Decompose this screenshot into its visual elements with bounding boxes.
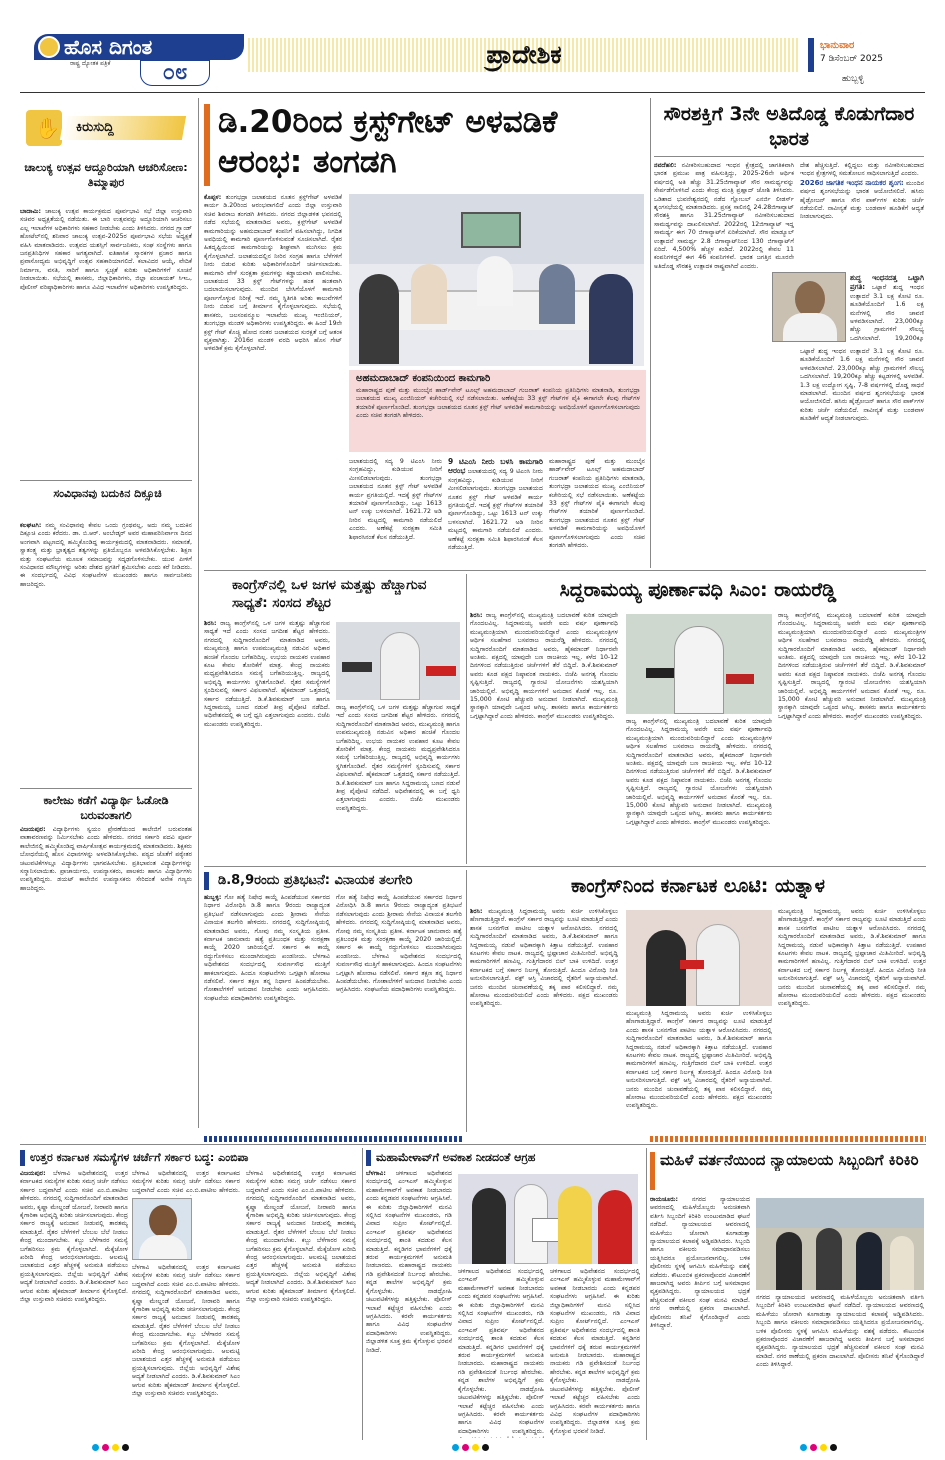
shettar-headline: ಕಾಂಗ್ರೆಸ್‌ನಲ್ಲಿ ಒಳ ಜಗಳ ಮತ್ತಷ್ಟು ಹೆಚ್ಚಾಗುವ ಸಾಧ್ಯತೆ: ಸಂಸದ ಶೆಟ್ಟರ	[232, 577, 427, 611]
logo-name: ಹೊಸ ದಿಗಂತ	[64, 35, 153, 59]
photo-sky	[756, 1198, 924, 1228]
yatnal-text: ಮುಖ್ಯಮಂತ್ರಿ ಸಿದ್ದರಾಮಯ್ಯ ಅವರು ಕುರ್ಚಿ ಉಳಿಸಿಕೊಳ್ಳಲು ಹೆಣಗಾಡುತ್ತಿದ್ದಾರೆ. ಕಾಂಗ್ರೆಸ್ ಸರ್ಕಾರ ರಾಜ್ಯವನ್ನು ಲೂಟಿ ಮಾಡುತ್ತಿದೆ ಎಂದು ಶಾಸಕ ಬಸನಗೌಡ ಪಾಟೀಲ ಯತ್ನಾಳ ಆರೋಪಿಸಿದರು. ನಗರದಲ್ಲಿ ಸುದ್ದಿಗಾರರೊಂದಿಗೆ ಮಾತನಾಡಿದ ಅವರು, ಡಿ.ಕೆ.ಶಿವಕುಮಾರ್ ಹಾಗೂ ಸಿದ್ದರಾಮಯ್ಯ ನಡುವೆ ಅಧಿಕಾರಕ್ಕಾಗಿ ಕಿತ್ತಾಟ ನಡೆಯುತ್ತಿದೆ. ಉಪಹಾರ ಕೂಟಗಳು ಕೇವಲ ನಾಟಕ. ರಾಜ್ಯದಲ್ಲಿ ಭ್ರಷ್ಟಾಚಾರ ಮಿತಿಮೀರಿದೆ. ಅಭಿವೃದ್ಧಿ ಕಾಮಗಾರಿಗಳಿಗೆ ಹಣವಿಲ್ಲ. ಗುತ್ತಿಗೆದಾರರ ಬಿಲ್ ಬಾಕಿ ಉಳಿದಿದೆ. ಉತ್ತರ ಕರ್ನಾಟಕದ ಬಗ್ಗೆ ಸರ್ಕಾರ ನಿರ್ಲಕ್ಷ್ಯ ತೋರುತ್ತಿದೆ. ಹಿಂದೂ ವಿರೋಧಿ ನೀತಿ ಅನುಸರಿಸಲಾಗುತ್ತಿದೆ. ವಕ್ಫ್ ಆಸ್ತಿ ವಿಚಾರದಲ್ಲಿ ರೈತರಿಗೆ ಅನ್ಯಾಯವಾಗಿದೆ. ಜನರು ಮುಂದಿನ ಚುನಾವಣೆಯಲ್ಲಿ ತಕ್ಕ ಪಾಠ ಕಲಿಸಲಿದ್ದಾರೆ. ನಮ್ಮ ಹೋರಾಟ ಮುಂದುವರಿಯಲಿದೆ ಎಂದು ಹೇಳಿದರು. ಪಕ್ಷದ ಮುಖಂಡರು ಉಪಸ್ಥಿತರಿದ್ದರು.	[778, 908, 926, 1008]
sidebar-item-headline: ಚಾಲುಕ್ಯ ಉತ್ಸವ ಆದ್ದೂರಿಯಾಗಿ ಆಚರಿಸೋಣ: ತಿಮ್ಮಾಪುರ	[24, 161, 188, 189]
mbpatil-text: ಬೆಳಗಾವಿ ಅಧಿವೇಶನದಲ್ಲಿ ಉತ್ತರ ಕರ್ನಾಟಕದ ಸಮಸ್ಯೆಗಳ ಕುರಿತು ಸಮಗ್ರ ಚರ್ಚೆ ನಡೆಸಲು ಸರ್ಕಾರ ಬದ್ಧವಾಗಿದೆ ಎಂದು ಸಚಿವ ಎಂ.ಬಿ.ಪಾಟೀಲ ಹೇಳಿದರು. ನಗರದಲ್ಲಿ ಸುದ್ದಿಗಾರರೊಂದಿಗೆ ಮಾತನಾಡಿದ ಅವರು, ಕೃಷ್ಣಾ ಮೇಲ್ದಂಡೆ ಯೋಜನೆ, ನೀರಾವರಿ ಹಾಗೂ ಕೈಗಾರಿಕಾ ಅಭಿವೃದ್ಧಿ ಕುರಿತು ಚರ್ಚಿಸಲಾಗುವುದು. ಕೇಂದ್ರ ಸರ್ಕಾರ ರಾಜ್ಯಕ್ಕೆ ಅನುದಾನ ನೀಡುವಲ್ಲಿ ತಾರತಮ್ಯ ಮಾಡುತ್ತಿದೆ. ರೈತರ ಬೆಳೆಗಳಿಗೆ ಬೆಂಬಲ ಬೆಲೆ ನೀಡಲು ಕೇಂದ್ರ ಮುಂದಾಗಬೇಕು. ಕಬ್ಬು ಬೆಳೆಗಾರರ ಸಮಸ್ಯೆ ಬಗೆಹರಿಸಲು ಕ್ರಮ ಕೈಗೊಳ್ಳಲಾಗಿದೆ. ಮೆಕ್ಕೆಜೋಳ ಖರೀದಿ ಕೇಂದ್ರ ಆರಂಭಿಸಲಾಗುವುದು. ಆಲಮಟ್ಟಿ ಜಲಾಶಯದ ಎತ್ತರ ಹೆಚ್ಚಳಕ್ಕೆ ಅನುಮತಿ ಪಡೆಯಲು ಪ್ರಯತ್ನಿಸಲಾಗುವುದು. ಜಿಲ್ಲೆಯ ಅಭಿವೃದ್ಧಿಗೆ ವಿಶೇಷ ಆದ್ಯತೆ ನೀಡಲಾಗಿದೆ ಎಂದರು. ಡಿ.ಕೆ.ಶಿವಕುಮಾರ್ ಸಿಎಂ ಆಗುವ ಕುರಿತು ಹೈಕಮಾಂಡ್ ತೀರ್ಮಾನ ಕೈಗೊಳ್ಳಲಿದೆ. ಜಿಲ್ಲಾ ಉಸ್ತುವಾರಿ ಸಚಿವರು ಉಪಸ್ಥಿತರಿದ್ದರು.	[132, 1264, 240, 1398]
portrait-head	[149, 1205, 177, 1237]
photo-person	[477, 256, 513, 306]
solar-subhead: 2026ರ ಜಾಗತಿಕ ಇಂಧನ ನಾಯಕರ ಶೃಂಗ:	[800, 178, 904, 187]
dateline: ಶಿರಸಿ:	[470, 612, 483, 619]
solar-text: ನವೀಕರಿಸಬಹುದಾದ ಇಂಧನ ಕ್ಷೇತ್ರದಲ್ಲಿ ಜಾಗತಿಕವಾಗಿ ಭಾರತ ಪ್ರಮುಖ ಪಾತ್ರ ವಹಿಸುತ್ತಿದ್ದು, 2025-26ನೇ ಆರ್ಥಿಕ ವರ್ಷದಲ್ಲಿ ಅತಿ ಹೆಚ್ಚು 31.25ಜಿಗಾವ್ಯಾಟ್ ಸೌರ ಸಾಮರ್ಥ್ಯವನ್ನು ಸೇರ್ಪಡೆಗೊಳಿಸಿದೆ ಎಂದು ಕೇಂದ್ರ ಮಂತ್ರಿ ಪ್ರಹ್ಲಾದ್ ಜೋಶಿ ತಿಳಿಸಿದರು. ಒಡಿಶಾದ ಭುವನೇಶ್ವರದಲ್ಲಿ ನಡೆದ ಗ್ಲೋಬಲ್ ಎನರ್ಜಿ ಲೀಡರ್ಸ್ ಶೃಂಗಸಭೆಯಲ್ಲಿ ಮಾತನಾಡಿದರು. ಪ್ರಸಕ್ತ ಸಾಲಿನಲ್ಲಿ 24.28ಜಿಗಾವ್ಯಾಟ್ ಸೌರಶಕ್ತಿ ಹಾಗೂ 31.25ಜಿಗಾವ್ಯಾಟ್ ನವೀಕರಿಸಬಹುದಾದ ಸಾಮರ್ಥ್ಯವನ್ನು ದಾಖಲಿಸಲಾಗಿದೆ. 2022ರಲ್ಲಿ 12ಜಿಗಾವ್ಯಾಟ್ ಇದ್ದ ಸಾಮರ್ಥ್ಯ ಈಗ 70 ಜಿಗಾವ್ಯಾಟ್‌ಗೆ ಏರಿಕೆಯಾಗಿದೆ. ಸೌರ ಮಾಡ್ಯೂಲ್ ಉತ್ಪಾದನೆ ಸಾಮರ್ಥ್ಯ 2.8 ಜಿಗಾವ್ಯಾಟ್‌ನಿಂದ 130 ಜಿಗಾವ್ಯಾಟ್‌ಗೆ ಏರಿದೆ. 4,500% ಹೆಚ್ಚಳ ಕಂಡಿದೆ. 2022ರಲ್ಲಿ ಕೇವಲ 11 ಕಂಪನಿಗಳಿದ್ದರೆ ಈಗ 46 ಕಂಪನಿಗಳಿವೆ. ಭಾರತ ಜಗತ್ತಿನ ಮೂರನೇ ಅತಿದೊಡ್ಡ ಸೌರಶಕ್ತಿ ಉತ್ಪಾದಕ ರಾಷ್ಟ್ರವಾಗಿದೆ ಎಂದರು.	[654, 162, 794, 270]
mbpatil-text: ಬೆಳಗಾವಿ ಅಧಿವೇಶನದಲ್ಲಿ ಉತ್ತರ ಕರ್ನಾಟಕದ ಸಮಸ್ಯೆಗಳ ಕುರಿತು ಸಮಗ್ರ ಚರ್ಚೆ ನಡೆಸಲು ಸರ್ಕಾರ ಬದ್ಧವಾಗಿದೆ ಎಂದು ಸಚಿವ ಎಂ.ಬಿ.ಪಾಟೀಲ ಹೇಳಿದರು. ನಗರದಲ್ಲಿ ಸುದ್ದಿಗಾರರೊಂದಿಗೆ ಮಾತನಾಡಿದ ಅವರು, ಕೃಷ್ಣಾ ಮೇಲ್ದಂಡೆ ಯೋಜನೆ, ನೀರಾವರಿ ಹಾಗೂ ಕೈಗಾರಿಕಾ ಅಭಿವೃದ್ಧಿ ಕುರಿತು ಚರ್ಚಿಸಲಾಗುವುದು. ಕೇಂದ್ರ ಸರ್ಕಾರ ರಾಜ್ಯಕ್ಕೆ ಅನುದಾನ ನೀಡುವಲ್ಲಿ ತಾರತಮ್ಯ ಮಾಡುತ್ತಿದೆ. ರೈತರ ಬೆಳೆಗಳಿಗೆ ಬೆಂಬಲ ಬೆಲೆ ನೀಡಲು ಕೇಂದ್ರ ಮುಂದಾಗಬೇಕು. ಕಬ್ಬು ಬೆಳೆಗಾರರ ಸಮಸ್ಯೆ ಬಗೆಹರಿಸಲು ಕ್ರಮ ಕೈಗೊಳ್ಳಲಾಗಿದೆ. ಮೆಕ್ಕೆಜೋಳ ಖರೀದಿ ಕೇಂದ್ರ ಆರಂಭಿಸಲಾಗುವುದು. ಆಲಮಟ್ಟಿ ಜಲಾಶಯದ ಎತ್ತರ ಹೆಚ್ಚಳಕ್ಕೆ ಅನುಮತಿ ಪಡೆಯಲು ಪ್ರಯತ್ನಿಸಲಾಗುವುದು. ಜಿಲ್ಲೆಯ ಅಭಿವೃದ್ಧಿಗೆ ವಿಶೇಷ ಆದ್ಯತೆ ನೀಡಲಾಗಿದೆ ಎಂದರು. ಡಿ.ಕೆ.ಶಿವಕುಮಾರ್ ಸಿಎಂ ಆಗುವ ಕುರಿತು ಹೈಕಮಾಂಡ್ ತೀರ್ಮಾನ ಕೈಗೊಳ್ಳಲಿದೆ. ಜಿಲ್ಲಾ ಉಸ್ತುವಾರಿ ಸಚಿವರು ಉಪಸ್ಥಿತರಿದ್ದರು.	[246, 1170, 356, 1304]
mahamelava-headline: ಮಹಾಮೇಳಾವ್‌ಗೆ ಅವಕಾಶ ನೀಡದಂತೆ ಆಗ್ರಹ	[376, 1151, 536, 1164]
sidebar-item-text: ವಿದ್ಯಾರ್ಥಿಗಳು ಸ್ವಯಂ ಪ್ರೇರಣೆಯಿಂದ ಕಾಲೇಜಿಗೆ ಬರುವಂತಹ ವಾತಾವರಣವನ್ನು ನಿರ್ಮಿಸಬೇಕು ಎಂದು ಹೇಳಿದರು. ನಗರದ ಸರ್ಕಾರಿ ಪದವಿ ಪೂರ್ವ ಕಾಲೇಜಿನಲ್ಲಿ ಹಮ್ಮಿಕೊಂಡಿದ್ದ ವಾರ್ಷಿಕೋತ್ಸವ ಕಾರ್ಯಕ್ರಮದಲ್ಲಿ ಮಾತನಾಡಿದರು. ಶಿಕ್ಷಕರು ಬೋಧನೆಯಲ್ಲಿ ಹೊಸ ವಿಧಾನಗಳನ್ನು ಅಳವಡಿಸಿಕೊಳ್ಳಬೇಕು. ಪಠ್ಯದ ಜೊತೆಗೆ ಪಠ್ಯೇತರ ಚಟುವಟಿಕೆಗಳಲ್ಲೂ ವಿದ್ಯಾರ್ಥಿಗಳು ಭಾಗವಹಿಸಬೇಕು. ಪ್ರತಿಭಾವಂತ ವಿದ್ಯಾರ್ಥಿಗಳನ್ನು ಸನ್ಮಾನಿಸಲಾಯಿತು. ಪ್ರಾಚಾರ್ಯರು, ಉಪನ್ಯಾಸಕರು, ಪಾಲಕರು ಹಾಗೂ ವಿದ್ಯಾರ್ಥಿಗಳು ಉಪಸ್ಥಿತರಿದ್ದರು. ಡಯಟ್ ಕಾಲೇಜಿನ ಉಪನ್ಯಾಸಕರು ಸೇರಿದಂತೆ ಅನೇಕ ಗಣ್ಯರು ಹಾಜರಿದ್ದರು.	[20, 826, 192, 892]
lead-body-col	[549, 458, 645, 564]
lead-text: ತುಂಗಭದ್ರಾ ಜಲಾಶಯದ ನೂತನ ಕ್ರಸ್ಟ್‌ಗೇಟ್ ಅಳವಡಿಕೆ ಕಾರ್ಯ ಡಿ.20ರಿಂದ ಆರಂಭವಾಗಲಿದೆ ಎಂದು ಜಿಲ್ಲಾ ಉಸ್ತುವಾರಿ ಸಚಿವ ಶಿವರಾಜ ತಂಗಡಗಿ ತಿಳಿಸಿದರು. ನಗರದ ಜಿಲ್ಲಾಡಳಿತ ಭವನದಲ್ಲಿ ನಡೆದ ಸಭೆಯಲ್ಲಿ ಮಾತನಾಡಿದ ಅವರು, ಕ್ರಸ್ಟ್‌ಗೇಟ್ ಅಳವಡಿಕೆ ಕಾಮಗಾರಿಯನ್ನು ಅಹಮದಾಬಾದ್ ಕಂಪನಿಗೆ ವಹಿಸಲಾಗಿದ್ದು, ನಿಗದಿತ ಅವಧಿಯಲ್ಲಿ ಕಾಮಗಾರಿ ಪೂರ್ಣಗೊಳಿಸುವಂತೆ ಸೂಚಿಸಲಾಗಿದೆ. ರೈತರ ಹಿತದೃಷ್ಟಿಯಿಂದ ಕಾಮಗಾರಿಯನ್ನು ಶೀಘ್ರವಾಗಿ ಮುಗಿಸಲು ಕ್ರಮ ಕೈಗೊಳ್ಳಲಾಗಿದೆ. ಜಲಾಶಯದಲ್ಲಿನ ನೀರಿನ ಸಂಗ್ರಹ ಹಾಗೂ ಬೆಳೆಗಳಿಗೆ ನೀರು ಬಿಡುವ ಕುರಿತು ಅಧಿಕಾರಿಗಳೊಂದಿಗೆ ಚರ್ಚಿಸಲಾಯಿತು. ಕಾಮಗಾರಿ ವೇಳೆ ಸುರಕ್ಷತಾ ಕ್ರಮಗಳನ್ನು ಕಡ್ಡಾಯವಾಗಿ ಪಾಲಿಸಬೇಕು. ಜಲಾಶಯದ 33 ಕ್ರಸ್ಟ್ ಗೇಟ್‌ಗಳನ್ನು ಹಂತ ಹಂತವಾಗಿ ಬದಲಾಯಿಸಲಾಗುವುದು. ಮುಂದಿನ ಬೇಸಿಗೆಯೊಳಗೆ ಕಾಮಗಾರಿ ಪೂರ್ಣಗೊಳ್ಳುವ ನಿರೀಕ್ಷೆ ಇದೆ. ನಮ್ಮ ಸ್ಥಿತಿಗತಿ ಅರಿತು ಕಾಲುವೆಗಳಿಗೆ ನೀರು ಬಿಡುವ ಬಗ್ಗೆ ತೀರ್ಮಾನ ಕೈಗೊಳ್ಳಲಾಗುವುದು. ಸಭೆಯಲ್ಲಿ ಶಾಸಕರು, ಜಲಸಂಪನ್ಮೂಲ ಇಲಾಖೆಯ ಮುಖ್ಯ ಇಂಜಿನಿಯರ್, ತುಂಗಭದ್ರಾ ಮಂಡಳಿ ಅಧಿಕಾರಿಗಳು ಉಪಸ್ಥಿತರಿದ್ದರು. ಈ ಹಿಂದೆ 19ನೇ ಕ್ರಸ್ಟ್ ಗೇಟ್ ಕೊಚ್ಚಿ ಹೋದ ನಂತರ ಜಲಾಶಯದ ಸುರಕ್ಷತೆ ಬಗ್ಗೆ ಆತಂಕ ವ್ಯಕ್ತವಾಗಿತ್ತು. 2016ರ ಮಂಡಳಿ ವರದಿ ಆಧರಿಸಿ ಹೊಸ ಗೇಟ್ ಅಳವಡಿಕೆ ಕ್ರಮ ಕೈಗೊಳ್ಳಲಾಗಿದೆ.	[204, 194, 342, 353]
lead-text-continued: ಜಲಾಶಯದಲ್ಲಿ ಸದ್ಯ 9 ಟಿಎಂಸಿ ನೀರು ಸಂಗ್ರಹವಿದ್ದು, ಕುಡಿಯುವ ನೀರಿಗೆ ಮೀಸಲಿಡಲಾಗುವುದು. ತುಂಗಭದ್ರಾ ಜಲಾಶಯದ ನೂತನ ಕ್ರಸ್ಟ್ ಗೇಟ್ ಅಳವಡಿಕೆ ಕಾರ್ಯ ಪ್ರಗತಿಯಲ್ಲಿದೆ. ಇದಕ್ಕೆ ಕ್ರಸ್ಟ್ ಗೇಟ್‌ಗಳ ತಯಾರಿಕೆ ಪೂರ್ಣಗೊಂಡಿದ್ದು, ಒಟ್ಟು 1613 ಟನ್ ಉಕ್ಕು ಬಳಸಲಾಗಿದೆ. 1621.72 ಅಡಿ ನೀರಿನ ಮಟ್ಟದಲ್ಲಿ ಕಾಮಗಾರಿ ನಡೆಯಲಿದೆ ಎಂದರು. ಅಣೆಕಟ್ಟೆ ಸುರಕ್ಷತಾ ಸಮಿತಿ ಶಿಫಾರಸಿನಂತೆ ಕೆಲಸ ನಡೆಯುತ್ತಿದೆ.	[349, 458, 442, 541]
photo-screen	[461, 212, 521, 248]
mahamelava-body	[366, 1170, 452, 1438]
dateline: ಶಿರಸಿ:	[204, 620, 217, 627]
mahamelava-text: ಚಳಿಗಾಲದ ಅಧಿವೇಶನದ ಸಂದರ್ಭದಲ್ಲಿ ಎಂಇಎಸ್ ಹಮ್ಮಿಕೊಳ್ಳುವ ಮಹಾಮೇಳಾವ್‌ಗೆ ಅವಕಾಶ ನೀಡಬಾರದು ಎಂದು ಕನ್ನಡಪರ ಸಂಘಟನೆಗಳು ಆಗ್ರಹಿಸಿವೆ. ಈ ಕುರಿತು ಜಿಲ್ಲಾಧಿಕಾರಿಗಳಿಗೆ ಮನವಿ ಸಲ್ಲಿಸಿದ ಸಂಘಟನೆಗಳ ಮುಖಂಡರು, ಗಡಿ ವಿವಾದ ಸುಪ್ರೀಂ ಕೋರ್ಟ್‌ನಲ್ಲಿದೆ. ಎಂಇಎಸ್ ಪ್ರತಿವರ್ಷ ಅಧಿವೇಶನದ ಸಂದರ್ಭದಲ್ಲಿ ಶಾಂತಿ ಕದಡುವ ಕೆಲಸ ಮಾಡುತ್ತಿದೆ. ಕನ್ನಡಿಗರ ಭಾವನೆಗಳಿಗೆ ಧಕ್ಕೆ ತರುವ ಕಾರ್ಯಕ್ರಮಗಳಿಗೆ ಅನುಮತಿ ನೀಡಬಾರದು. ಮಹಾರಾಷ್ಟ್ರದ ನಾಯಕರು ಗಡಿ ಪ್ರವೇಶಿಸದಂತೆ ನಿರ್ಬಂಧ ಹೇರಬೇಕು. ಕನ್ನಡ ಶಾಲೆಗಳ ಅಭಿವೃದ್ಧಿಗೆ ಕ್ರಮ ಕೈಗೊಳ್ಳಬೇಕು. ನಾಡದ್ರೋಹಿ ಚಟುವಟಿಕೆಗಳನ್ನು ಹತ್ತಿಕ್ಕಬೇಕು. ಪೊಲೀಸ್ ಇಲಾಖೆ ಕಟ್ಟೆಚ್ಚರ ವಹಿಸಬೇಕು ಎಂದು ಆಗ್ರಹಿಸಿದರು. ಕರವೇ ಕಾರ್ಯಕರ್ತರು ಹಾಗೂ ವಿವಿಧ ಸಂಘಟನೆಗಳ ಪದಾಧಿಕಾರಿಗಳು ಉಪಸ್ಥಿತರಿದ್ದರು. ಜಿಲ್ಲಾಡಳಿತ ಸೂಕ್ತ ಕ್ರಮ ಕೈಗೊಳ್ಳುವ ಭರವಸೆ ನೀಡಿದೆ.	[366, 1170, 452, 1354]
masthead-divider	[20, 92, 925, 93]
sidebar-item-body	[20, 826, 192, 1126]
solar-side-text: ಒಟ್ಟಾರೆ ಶುದ್ಧ ಇಂಧನ ಉತ್ಪಾದನೆ 3.1 ಲಕ್ಷ ಕೋಟಿ ರೂ. ಹೂಡಿಕೆಯೊಂದಿಗೆ 1.6 ಲಕ್ಷ ಮನೆಗಳಲ್ಲಿ ಸೌರ ಚಾವಣಿ ಅಳವಡಿಸಲಾಗಿದೆ. 23,000ಕ್ಕೂ ಹೆಚ್ಚು ಗ್ರಾಮಗಳಿಗೆ ಸೌಲಭ್ಯ ಒದಗಿಸಲಾಗಿದೆ. 19,200ಕ್ಕೂ	[850, 284, 924, 342]
page-number: ೦೮	[162, 60, 188, 85]
photo-caption-body: ಮಹಾರಾಷ್ಟ್ರದ ಪುಣೆ ಮತ್ತು ಮುಂಬೈನ ಹಾರ್ಡ್‌ವೇರ್ ಟೂಲ್ಸ್ ಅಹಮದಾಬಾದ್ ಗುಜರಾತ್ ಕಂಪನಿಯ ಪ್ರತಿನಿಧಿಗಳು ಮಾತನಾಡಿ, ತುಂಗಭದ್ರಾ ಜಲಾಶಯದ ಮುಖ್ಯ ಎಂಜಿನಿಯರ್ ಕಚೇರಿಯಲ್ಲಿ ಸಭೆ ನಡೆಸಲಾಯಿತು. ಅಣೆಕಟ್ಟೆಯ 33 ಕ್ರಸ್ಟ್ ಗೇಟ್‌ಗಳ ಪೈಕಿ ಈಗಾಗಲೇ ಕೆಲವು ಗೇಟ್‌ಗಳ ತಯಾರಿಕೆ ಪೂರ್ಣಗೊಂಡಿದೆ. ತುಂಗಭದ್ರಾ ಜಲಾಶಯದ ನೂತನ ಕ್ರಸ್ಟ್ ಗೇಟ್ ಅಳವಡಿಕೆ ಕಾಮಗಾರಿಯನ್ನು ಅವಧಿಯೊಳಗೆ ಪೂರ್ಣಗೊಳಿಸಲಾಗುವುದು ಎಂದು ಸಚಿವ ತಂಗಡಗಿ ಹೇಳಿದರು.	[356, 387, 640, 420]
photo-person	[558, 1186, 592, 1264]
rayareddy-story	[470, 574, 926, 864]
lead-text-continued: ಮಹಾರಾಷ್ಟ್ರದ ಪುಣೆ ಮತ್ತು ಮುಂಬೈನ ಹಾರ್ಡ್‌ವೇರ್ ಟೂಲ್ಸ್ ಅಹಮದಾಬಾದ್ ಗುಜರಾತ್ ಕಂಪನಿಯ ಪ್ರತಿನಿಧಿಗಳು ಮಾತನಾಡಿ, ತುಂಗಭದ್ರಾ ಜಲಾಶಯದ ಮುಖ್ಯ ಎಂಜಿನಿಯರ್ ಕಚೇರಿಯಲ್ಲಿ ಸಭೆ ನಡೆಸಲಾಯಿತು. ಅಣೆಕಟ್ಟೆಯ 33 ಕ್ರಸ್ಟ್ ಗೇಟ್‌ಗಳ ಪೈಕಿ ಈಗಾಗಲೇ ಕೆಲವು ಗೇಟ್‌ಗಳ ತಯಾರಿಕೆ ಪೂರ್ಣಗೊಂಡಿದೆ. ತುಂಗಭದ್ರಾ ಜಲಾಶಯದ ನೂತನ ಕ್ರಸ್ಟ್ ಗೇಟ್ ಅಳವಡಿಕೆ ಕಾಮಗಾರಿಯನ್ನು ಅವಧಿಯೊಳಗೆ ಪೂರ್ಣಗೊಳಿಸಲಾಗುವುದು ಎಂದು ಸಚಿವ ತಂಗಡಗಿ ಹೇಳಿದರು.	[549, 458, 645, 550]
court-accent-bar	[650, 1152, 655, 1190]
yatnal-photo	[626, 910, 772, 1006]
court-text: ನಗರದ ನ್ಯಾಯಾಲಯದ ಆವರಣದಲ್ಲಿ ಮಹಿಳೆಯೊಬ್ಬರು ಅನುಚಿತವಾಗಿ ವರ್ತಿಸಿ ಸಿಬ್ಬಂದಿಗೆ ಕಿರಿಕಿರಿ ಉಂಟುಮಾಡಿದ ಘಟನೆ ನಡೆದಿದೆ. ನ್ಯಾಯಾಲಯದ ಆವರಣದಲ್ಲಿ ಮಹಿಳೆಯು ಜೋರಾಗಿ ಕೂಗಾಡುತ್ತಾ ನ್ಯಾಯಾಲಯದ ಕಲಾಪಕ್ಕೆ ಅಡ್ಡಿಪಡಿಸಿದರು. ಸಿಬ್ಬಂದಿ ಹಾಗೂ ವಕೀಲರು ಸಮಾಧಾನಪಡಿಸಲು ಯತ್ನಿಸಿದರೂ ಪ್ರಯೋಜನವಾಗಲಿಲ್ಲ. ಬಳಿಕ ಪೊಲೀಸರು ಸ್ಥಳಕ್ಕೆ ಆಗಮಿಸಿ ಮಹಿಳೆಯನ್ನು ವಶಕ್ಕೆ ಪಡೆದರು. ಕೌಟುಂಬಿಕ ಪ್ರಕರಣವೊಂದರ ವಿಚಾರಣೆಗೆ ಹಾಜರಾಗಿದ್ದ ಅವರು ತೀರ್ಪಿನ ಬಗ್ಗೆ ಅಸಮಾಧಾನ ವ್ಯಕ್ತಪಡಿಸಿದ್ದರು. ನ್ಯಾಯಾಲಯದ ಭದ್ರತೆ ಹೆಚ್ಚಿಸುವಂತೆ ವಕೀಲರ ಸಂಘ ಮನವಿ ಮಾಡಿದೆ. ನಗರ ಠಾಣೆಯಲ್ಲಿ ಪ್ರಕರಣ ದಾಖಲಾಗಿದೆ. ಪೊಲೀಸರು ತನಿಖೆ ಕೈಗೊಂಡಿದ್ದಾರೆ ಎಂದು ತಿಳಿಸಿದ್ದಾರೆ.	[650, 1196, 750, 1330]
talageri-story	[204, 870, 462, 1132]
solar-body	[654, 162, 794, 566]
photo-person	[776, 1232, 802, 1290]
shettar-text: ರಾಜ್ಯ ಕಾಂಗ್ರೆಸ್‌ನಲ್ಲಿ ಒಳ ಜಗಳ ಮತ್ತಷ್ಟು ಹೆಚ್ಚಾಗುವ ಸಾಧ್ಯತೆ ಇದೆ ಎಂದು ಸಂಸದ ಜಗದೀಶ ಶೆಟ್ಟರ ಹೇಳಿದರು. ನಗರದಲ್ಲಿ ಸುದ್ದಿಗಾರರೊಂದಿಗೆ ಮಾತನಾಡಿದ ಅವರು, ಮುಖ್ಯಮಂತ್ರಿ ಹಾಗೂ ಉಪಮುಖ್ಯಮಂತ್ರಿ ನಡುವಿನ ಅಧಿಕಾರ ಹಂಚಿಕೆ ಗೊಂದಲ ಬಗೆಹರಿದಿಲ್ಲ. ಉಭಯ ನಾಯಕರ ಉಪಹಾರ ಕೂಟ ಕೇವಲ ತೋರಿಕೆಗೆ ಮಾತ್ರ. ಕೇಂದ್ರ ನಾಯಕರು ಮಧ್ಯಪ್ರವೇಶಿಸಿದರೂ ಸಮಸ್ಯೆ ಬಗೆಹರಿಯುತ್ತಿಲ್ಲ. ರಾಜ್ಯದಲ್ಲಿ ಅಭಿವೃದ್ಧಿ ಕಾರ್ಯಗಳು ಸ್ಥಗಿತಗೊಂಡಿವೆ. ರೈತರ ಸಮಸ್ಯೆಗಳಿಗೆ ಸ್ಪಂದಿಸುವಲ್ಲಿ ಸರ್ಕಾರ ವಿಫಲವಾಗಿದೆ. ಹೈಕಮಾಂಡ್ ಒತ್ತಡದಲ್ಲಿ ಸರ್ಕಾರ ನಡೆಯುತ್ತಿದೆ. ಡಿ.ಕೆ.ಶಿವಕುಮಾರ್ ಬಣ ಹಾಗೂ ಸಿದ್ದರಾಮಯ್ಯ ಬಣದ ನಡುವೆ ತೀವ್ರ ಪೈಪೋಟಿ ನಡೆದಿದೆ. ಅಧಿವೇಶನದಲ್ಲಿ ಈ ಬಗ್ಗೆ ಧ್ವನಿ ಎತ್ತಲಾಗುವುದು ಎಂದರು. ಬಿಜೆಪಿ ಮುಖಂಡರು ಉಪಸ್ಥಿತರಿದ್ದರು.	[336, 704, 460, 812]
minister-portrait	[772, 272, 846, 342]
rayareddy-text: ರಾಜ್ಯ ಕಾಂಗ್ರೆಸ್‌ನಲ್ಲಿ ಮುಖ್ಯಮಂತ್ರಿ ಬದಲಾವಣೆ ಕುರಿತ ಯಾವುದೇ ಗೊಂದಲವಿಲ್ಲ. ಸಿದ್ದರಾಮಯ್ಯ ಅವರೇ ಐದು ವರ್ಷ ಪೂರ್ಣಾವಧಿ ಮುಖ್ಯಮಂತ್ರಿಯಾಗಿ ಮುಂದುವರಿಯಲಿದ್ದಾರೆ ಎಂದು ಮುಖ್ಯಮಂತ್ರಿಗಳ ಆರ್ಥಿಕ ಸಲಹೆಗಾರ ಬಸವರಾಜ ರಾಯರೆಡ್ಡಿ ಹೇಳಿದರು. ನಗರದಲ್ಲಿ ಸುದ್ದಿಗಾರರೊಂದಿಗೆ ಮಾತನಾಡಿದ ಅವರು, ಹೈಕಮಾಂಡ್ ನಿರ್ಧಾರವೇ ಅಂತಿಮ. ಪಕ್ಷದಲ್ಲಿ ಯಾವುದೇ ಬಣ ರಾಜಕೀಯ ಇಲ್ಲ. ಕಳೆದ 10-12 ದಿನಗಳಿಂದ ನಡೆಯುತ್ತಿರುವ ಚರ್ಚೆಗಳಿಗೆ ತೆರೆ ಬಿದ್ದಿದೆ. ಡಿ.ಕೆ.ಶಿವಕುಮಾರ್ ಅವರು ಕೂಡ ಪಕ್ಷದ ನಿಷ್ಠಾವಂತ ನಾಯಕರು. ಬಿಜೆಪಿ ಅನಗತ್ಯ ಗೊಂದಲ ಸೃಷ್ಟಿಸುತ್ತಿದೆ. ರಾಜ್ಯದಲ್ಲಿ ಗ್ಯಾರಂಟಿ ಯೋಜನೆಗಳು ಯಶಸ್ವಿಯಾಗಿ ಜಾರಿಯಲ್ಲಿವೆ. ಅಭಿವೃದ್ಧಿ ಕಾರ್ಯಗಳಿಗೆ ಅನುದಾನ ಕೊರತೆ ಇಲ್ಲ. ರೂ. 15,000 ಕೋಟಿ ಹೆಚ್ಚುವರಿ ಅನುದಾನ ನೀಡಲಾಗಿದೆ. ಮುಖ್ಯಮಂತ್ರಿ ಸ್ಥಾನಕ್ಕಾಗಿ ಯಾವುದೇ ಒಪ್ಪಂದ ಆಗಿಲ್ಲ. ಶಾಸಕರು ಹಾಗೂ ಕಾರ್ಯಕರ್ತರು ಒಗ್ಗಟ್ಟಾಗಿದ್ದಾರೆ ಎಂದು ಹೇಳಿದರು. ಕಾಂಗ್ರೆಸ್ ಮುಖಂಡರು ಉಪಸ್ಥಿತರಿದ್ದರು.	[778, 612, 926, 720]
lead-subhead: 9 ಟಿಎಂಸಿ ನೀರು ಬಳಸಿ ಕಾಮಗಾರಿ ಆರಂಭ	[448, 458, 543, 476]
photo-person	[856, 1232, 882, 1290]
column-rule	[466, 870, 467, 1132]
column-rule	[646, 1148, 647, 1440]
photo-person	[890, 1236, 914, 1290]
section-title: ಪ್ರಾದೇಶಿಕ	[486, 40, 562, 69]
rayareddy-body-col	[626, 718, 772, 860]
registration-marks	[452, 1444, 489, 1451]
lead-subhead-col	[448, 458, 543, 564]
dateline: ಬೆಳಗಾವಿ:	[366, 1170, 386, 1177]
lead-headline: ಡಿ.20ರಿಂದ ಕ್ರಸ್ಟ್‌ಗೇಟ್ ಅಳವಡಿಕೆ ಆರಂಭ: ತಂಗಡಗಿ	[218, 104, 558, 180]
sidebar-item-text: ಚಾಲುಕ್ಯ ಉತ್ಸವ ಕಾರ್ಯಕ್ರಮದ ಪೂರ್ವಭಾವಿ ಸಭೆ ಜಿಲ್ಲಾ ಉಸ್ತುವಾರಿ ಸಚಿವರ ಅಧ್ಯಕ್ಷತೆಯಲ್ಲಿ ನಡೆಯಿತು. ಈ ಬಾರಿ ಉತ್ಸವವನ್ನು ಅದ್ದೂರಿಯಾಗಿ ಆಚರಿಸಲು ಎಲ್ಲ ಇಲಾಖೆಗಳ ಅಧಿಕಾರಿಗಳು ಸಹಕಾರ ನೀಡಬೇಕು ಎಂದು ತಿಳಿಸಿದರು. ನಗರದ ಗ್ರ್ಯಾಂಡ್ ಹೋಟೆಲ್‌ನಲ್ಲಿ ಶನಿವಾರ ಚಾಲುಕ್ಯ ಉತ್ಸವ-2025ರ ಪೂರ್ವಭಾವಿ ಸಭೆಯ ಅಧ್ಯಕ್ಷತೆ ವಹಿಸಿ ಮಾತನಾಡಿದರು. ಉತ್ಸವದ ಯಶಸ್ಸಿಗೆ ಸಾರ್ವಜನಿಕರು, ಸಂಘ ಸಂಸ್ಥೆಗಳು ಹಾಗೂ ಜನಪ್ರತಿನಿಧಿಗಳ ಸಹಕಾರ ಅಗತ್ಯವಾಗಿದೆ. ಐತಿಹಾಸಿಕ ಸ್ಮಾರಕಗಳ ಪ್ರಚಾರ ಹಾಗೂ ಪ್ರವಾಸೋದ್ಯಮ ಅಭಿವೃದ್ಧಿಗೆ ಉತ್ಸವ ಸಹಕಾರಿಯಾಗಲಿದೆ. ಕಲಾವಿದರ ಆಯ್ಕೆ, ವೇದಿಕೆ ನಿರ್ಮಾಣ, ವಸತಿ, ಸಾರಿಗೆ ಹಾಗೂ ಸ್ವಚ್ಛತೆ ಕುರಿತು ಅಧಿಕಾರಿಗಳಿಗೆ ಸೂಚನೆ ನೀಡಲಾಯಿತು. ಸಭೆಯಲ್ಲಿ ಶಾಸಕರು, ಜಿಲ್ಲಾಧಿಕಾರಿಗಳು, ಜಿಲ್ಲಾ ಪಂಚಾಯತ್ ಸಿಇಒ, ಪೊಲೀಸ್ ವರಿಷ್ಠಾಧಿಕಾರಿಗಳು ಹಾಗೂ ವಿವಿಧ ಇಲಾಖೆಗಳ ಅಧಿಕಾರಿಗಳು ಉಪಸ್ಥಿತರಿದ್ದರು.	[20, 208, 192, 291]
mbpatil-text: ಬೆಳಗಾವಿ ಅಧಿವೇಶನದಲ್ಲಿ ಉತ್ತರ ಕರ್ನಾಟಕದ ಸಮಸ್ಯೆಗಳ ಕುರಿತು ಸಮಗ್ರ ಚರ್ಚೆ ನಡೆಸಲು ಸರ್ಕಾರ ಬದ್ಧವಾಗಿದೆ ಎಂದು ಸಚಿವ ಎಂ.ಬಿ.ಪಾಟೀಲ ಹೇಳಿದರು.	[132, 1170, 240, 1194]
shettar-photo	[336, 622, 460, 700]
photo-person	[539, 264, 575, 324]
photo-microphone	[646, 668, 674, 678]
photo-document	[532, 1218, 560, 1242]
dateline: ಕಲಘಟಗಿ:	[20, 522, 42, 529]
yatnal-body-col	[778, 908, 926, 1126]
rayareddy-text: ರಾಜ್ಯ ಕಾಂಗ್ರೆಸ್‌ನಲ್ಲಿ ಮುಖ್ಯಮಂತ್ರಿ ಬದಲಾವಣೆ ಕುರಿತ ಯಾವುದೇ ಗೊಂದಲವಿಲ್ಲ. ಸಿದ್ದರಾಮಯ್ಯ ಅವರೇ ಐದು ವರ್ಷ ಪೂರ್ಣಾವಧಿ ಮುಖ್ಯಮಂತ್ರಿಯಾಗಿ ಮುಂದುವರಿಯಲಿದ್ದಾರೆ ಎಂದು ಮುಖ್ಯಮಂತ್ರಿಗಳ ಆರ್ಥಿಕ ಸಲಹೆಗಾರ ಬಸವರಾಜ ರಾಯರೆಡ್ಡಿ ಹೇಳಿದರು. ನಗರದಲ್ಲಿ ಸುದ್ದಿಗಾರರೊಂದಿಗೆ ಮಾತನಾಡಿದ ಅವರು, ಹೈಕಮಾಂಡ್ ನಿರ್ಧಾರವೇ ಅಂತಿಮ. ಪಕ್ಷದಲ್ಲಿ ಯಾವುದೇ ಬಣ ರಾಜಕೀಯ ಇಲ್ಲ. ಕಳೆದ 10-12 ದಿನಗಳಿಂದ ನಡೆಯುತ್ತಿರುವ ಚರ್ಚೆಗಳಿಗೆ ತೆರೆ ಬಿದ್ದಿದೆ. ಡಿ.ಕೆ.ಶಿವಕುಮಾರ್ ಅವರು ಕೂಡ ಪಕ್ಷದ ನಿಷ್ಠಾವಂತ ನಾಯಕರು. ಬಿಜೆಪಿ ಅನಗತ್ಯ ಗೊಂದಲ ಸೃಷ್ಟಿಸುತ್ತಿದೆ. ರಾಜ್ಯದಲ್ಲಿ ಗ್ಯಾರಂಟಿ ಯೋಜನೆಗಳು ಯಶಸ್ವಿಯಾಗಿ ಜಾರಿಯಲ್ಲಿವೆ. ಅಭಿವೃದ್ಧಿ ಕಾರ್ಯಗಳಿಗೆ ಅನುದಾನ ಕೊರತೆ ಇಲ್ಲ. ರೂ. 15,000 ಕೋಟಿ ಹೆಚ್ಚುವರಿ ಅನುದಾನ ನೀಡಲಾಗಿದೆ. ಮುಖ್ಯಮಂತ್ರಿ ಸ್ಥಾನಕ್ಕಾಗಿ ಯಾವುದೇ ಒಪ್ಪಂದ ಆಗಿಲ್ಲ. ಶಾಸಕರು ಹಾಗೂ ಕಾರ್ಯಕರ್ತರು ಒಗ್ಗಟ್ಟಾಗಿದ್ದಾರೆ ಎಂದು ಹೇಳಿದರು. ಕಾಂಗ್ರೆಸ್ ಮುಖಂಡರು ಉಪಸ್ಥಿತರಿದ್ದರು.	[626, 718, 772, 826]
sidebar-title: ಕಿರುಸುದ್ದಿ	[76, 120, 114, 135]
photo-caption-title: ಅಹಮದಾಬಾದ್ ಕಂಪನಿಯಿಂದ ಕಾಮಗಾರಿ	[356, 373, 491, 384]
photo-person	[359, 274, 399, 364]
mbpatil-body-col	[132, 1264, 240, 1438]
sidebar-item-text: ನಮ್ಮ ಸಂವಿಧಾನವು ಕೇವಲ ಒಂದು ಗ್ರಂಥವಲ್ಲ, ಅದು ನಮ್ಮ ಬದುಕಿನ ದಿಕ್ಸೂಚಿ ಎಂದು ಕರೆದರು. ಡಾ. ಬಿ.ಆರ್. ಅಂಬೇಡ್ಕರ್ ಅವರ ಮಹಾಪರಿನಿರ್ವಾಣ ದಿನದ ಅಂಗವಾಗಿ ಪಟ್ಟಣದಲ್ಲಿ ಹಮ್ಮಿಕೊಂಡಿದ್ದ ಕಾರ್ಯಕ್ರಮದಲ್ಲಿ ಮಾತನಾಡಿದರು. ಸಮಾನತೆ, ಸ್ವಾತಂತ್ರ್ಯ ಮತ್ತು ಭ್ರಾತೃತ್ವದ ತತ್ವಗಳನ್ನು ಪ್ರತಿಯೊಬ್ಬರೂ ಅಳವಡಿಸಿಕೊಳ್ಳಬೇಕು. ಶಿಕ್ಷಣ ಮತ್ತು ಸಂಘಟನೆಯ ಮೂಲಕ ಸಮಾಜವನ್ನು ಸದೃಢಗೊಳಿಸಬೇಕು. ಯುವ ಪೀಳಿಗೆ ಸಂವಿಧಾನದ ಮೌಲ್ಯಗಳನ್ನು ಅರಿತು ದೇಶದ ಪ್ರಗತಿಗೆ ಶ್ರಮಿಸಬೇಕು ಎಂದು ಕರೆ ನೀಡಿದರು. ಈ ಸಂದರ್ಭದಲ್ಲಿ ವಿವಿಧ ಸಂಘಟನೆಗಳ ಮುಖಂಡರು ಹಾಗೂ ಸಾರ್ವಜನಿಕರು ಹಾಜರಿದ್ದರು.	[20, 522, 192, 588]
column-rule	[466, 574, 467, 864]
court-photo	[756, 1198, 924, 1290]
court-story	[650, 1148, 926, 1440]
edition-date: 7 ಡಿಸೆಂಬರ್ 2025	[820, 54, 883, 64]
photo-person	[380, 632, 420, 700]
solar-story	[654, 98, 926, 568]
dateline: ಬಾದಾಮಿ:	[20, 208, 41, 215]
solar-side-col	[800, 348, 924, 566]
column-rule	[650, 98, 651, 568]
solar-side-text: ಮುಂದಿನ ವರ್ಷದ ಶೃಂಗಸಭೆಯನ್ನು ಭಾರತ ಆಯೋಜಿಸಲಿದೆ. ಹಸಿರು ಹೈಡ್ರೋಜನ್ ಹಾಗೂ ಸೌರ ಪಾರ್ಕ್‌ಗಳ ಕುರಿತು ಚರ್ಚೆ ನಡೆಯಲಿದೆ. ನಾವೀನ್ಯತೆ ಮತ್ತು ಬಂಡವಾಳ ಹೂಡಿಕೆಗೆ ಆದ್ಯತೆ ನೀಡಲಾಗುವುದು.	[800, 390, 924, 423]
mahamelava-photo	[458, 1174, 638, 1264]
talageri-headline: ಡಿ.8,9ರಂದು ಪ್ರತಿಭಟನೆ: ವಿನಾಯಕ ತಲಗೇರಿ	[218, 873, 413, 888]
masthead	[0, 0, 945, 92]
dateline: ನವದೆಹಲಿ:	[654, 162, 677, 169]
rayareddy-body	[470, 612, 618, 860]
dateline: ಶಿರಸಿ:	[470, 908, 483, 915]
talageri-text: ಗೋ ಹತ್ಯೆ ನಿಷೇಧ ಕಾಯ್ದೆ ಹಿಂಪಡೆಯುವ ಸರ್ಕಾರದ ನಿರ್ಧಾರ ವಿರೋಧಿಸಿ ಡಿ.8 ಹಾಗೂ 9ರಂದು ರಾಜ್ಯಾದ್ಯಂತ ಪ್ರತಿಭಟನೆ ನಡೆಸಲಾಗುವುದು ಎಂದು ಶ್ರೀರಾಮ ಸೇನೆಯ ವಿನಾಯಕ ತಲಗೇರಿ ಹೇಳಿದರು. ನಗರದಲ್ಲಿ ಸುದ್ದಿಗೋಷ್ಠಿಯಲ್ಲಿ ಮಾತನಾಡಿದ ಅವರು, ಗೋವು ನಮ್ಮ ಸಂಸ್ಕೃತಿಯ ಪ್ರತೀಕ. ಕರ್ನಾಟಕ ಜಾನುವಾರು ಹತ್ಯೆ ಪ್ರತಿಬಂಧಕ ಮತ್ತು ಸಂರಕ್ಷಣಾ ಕಾಯ್ದೆ 2020 ಜಾರಿಯಲ್ಲಿದೆ. ಸರ್ಕಾರ ಈ ಕಾಯ್ದೆ ರದ್ದುಗೊಳಿಸಲು ಮುಂದಾಗಿರುವುದು ಖಂಡನೀಯ. ಬೆಳಗಾವಿ ಅಧಿವೇಶನದ ಸಂದರ್ಭದಲ್ಲಿ ಸುವರ್ಣಸೌಧ ಮುತ್ತಿಗೆ ಹಾಕಲಾಗುವುದು. ಹಿಂದೂ ಸಂಘಟನೆಗಳು ಒಗ್ಗಟ್ಟಾಗಿ ಹೋರಾಟ ನಡೆಸಲಿವೆ. ಸರ್ಕಾರ ತಕ್ಷಣ ತನ್ನ ನಿರ್ಧಾರ ಹಿಂಪಡೆಯಬೇಕು. ಗೋಶಾಲೆಗಳಿಗೆ ಅನುದಾನ ನೀಡಬೇಕು ಎಂದು ಆಗ್ರಹಿಸಿದರು. ಸಂಘಟನೆಯ ಪದಾಧಿಕಾರಿಗಳು ಉಪಸ್ಥಿತರಿದ್ದರು.	[204, 894, 330, 1002]
shettar-text: ರಾಜ್ಯ ಕಾಂಗ್ರೆಸ್‌ನಲ್ಲಿ ಒಳ ಜಗಳ ಮತ್ತಷ್ಟು ಹೆಚ್ಚಾಗುವ ಸಾಧ್ಯತೆ ಇದೆ ಎಂದು ಸಂಸದ ಜಗದೀಶ ಶೆಟ್ಟರ ಹೇಳಿದರು. ನಗರದಲ್ಲಿ ಸುದ್ದಿಗಾರರೊಂದಿಗೆ ಮಾತನಾಡಿದ ಅವರು, ಮುಖ್ಯಮಂತ್ರಿ ಹಾಗೂ ಉಪಮುಖ್ಯಮಂತ್ರಿ ನಡುವಿನ ಅಧಿಕಾರ ಹಂಚಿಕೆ ಗೊಂದಲ ಬಗೆಹರಿದಿಲ್ಲ. ಉಭಯ ನಾಯಕರ ಉಪಹಾರ ಕೂಟ ಕೇವಲ ತೋರಿಕೆಗೆ ಮಾತ್ರ. ಕೇಂದ್ರ ನಾಯಕರು ಮಧ್ಯಪ್ರವೇಶಿಸಿದರೂ ಸಮಸ್ಯೆ ಬಗೆಹರಿಯುತ್ತಿಲ್ಲ. ರಾಜ್ಯದಲ್ಲಿ ಅಭಿವೃದ್ಧಿ ಕಾರ್ಯಗಳು ಸ್ಥಗಿತಗೊಂಡಿವೆ. ರೈತರ ಸಮಸ್ಯೆಗಳಿಗೆ ಸ್ಪಂದಿಸುವಲ್ಲಿ ಸರ್ಕಾರ ವಿಫಲವಾಗಿದೆ. ಹೈಕಮಾಂಡ್ ಒತ್ತಡದಲ್ಲಿ ಸರ್ಕಾರ ನಡೆಯುತ್ತಿದೆ. ಡಿ.ಕೆ.ಶಿವಕುಮಾರ್ ಬಣ ಹಾಗೂ ಸಿದ್ದರಾಮಯ್ಯ ಬಣದ ನಡುವೆ ತೀವ್ರ ಪೈಪೋಟಿ ನಡೆದಿದೆ. ಅಧಿವೇಶನದಲ್ಲಿ ಈ ಬಗ್ಗೆ ಧ್ವನಿ ಎತ್ತಲಾಗುವುದು ಎಂದರು. ಬಿಜೆಪಿ ಮುಖಂಡರು ಉಪಸ್ಥಿತರಿದ್ದರು.	[204, 620, 330, 728]
rayareddy-headline: ಸಿದ್ದರಾಮಯ್ಯ ಪೂರ್ಣಾವಧಿ ಸಿಎಂ: ರಾಯರೆಡ್ಡಿ	[559, 579, 837, 601]
mahamelava-text: ಚಳಿಗಾಲದ ಅಧಿವೇಶನದ ಸಂದರ್ಭದಲ್ಲಿ ಎಂಇಎಸ್ ಹಮ್ಮಿಕೊಳ್ಳುವ ಮಹಾಮೇಳಾವ್‌ಗೆ ಅವಕಾಶ ನೀಡಬಾರದು ಎಂದು ಕನ್ನಡಪರ ಸಂಘಟನೆಗಳು ಆಗ್ರಹಿಸಿವೆ. ಈ ಕುರಿತು ಜಿಲ್ಲಾಧಿಕಾರಿಗಳಿಗೆ ಮನವಿ ಸಲ್ಲಿಸಿದ ಸಂಘಟನೆಗಳ ಮುಖಂಡರು, ಗಡಿ ವಿವಾದ ಸುಪ್ರೀಂ ಕೋರ್ಟ್‌ನಲ್ಲಿದೆ. ಎಂಇಎಸ್ ಪ್ರತಿವರ್ಷ ಅಧಿವೇಶನದ ಸಂದರ್ಭದಲ್ಲಿ ಶಾಂತಿ ಕದಡುವ ಕೆಲಸ ಮಾಡುತ್ತಿದೆ. ಕನ್ನಡಿಗರ ಭಾವನೆಗಳಿಗೆ ಧಕ್ಕೆ ತರುವ ಕಾರ್ಯಕ್ರಮಗಳಿಗೆ ಅನುಮತಿ ನೀಡಬಾರದು. ಮಹಾರಾಷ್ಟ್ರದ ನಾಯಕರು ಗಡಿ ಪ್ರವೇಶಿಸದಂತೆ ನಿರ್ಬಂಧ ಹೇರಬೇಕು. ಕನ್ನಡ ಶಾಲೆಗಳ ಅಭಿವೃದ್ಧಿಗೆ ಕ್ರಮ ಕೈಗೊಳ್ಳಬೇಕು. ನಾಡದ್ರೋಹಿ ಚಟುವಟಿಕೆಗಳನ್ನು ಹತ್ತಿಕ್ಕಬೇಕು. ಪೊಲೀಸ್ ಇಲಾಖೆ ಕಟ್ಟೆಚ್ಚರ ವಹಿಸಬೇಕು ಎಂದು ಆಗ್ರಹಿಸಿದರು. ಕರವೇ ಕಾರ್ಯಕರ್ತರು ಹಾಗೂ ವಿವಿಧ ಸಂಘಟನೆಗಳ ಪದಾಧಿಕಾರಿಗಳು ಉಪಸ್ಥಿತರಿದ್ದರು. ಜಿಲ್ಲಾಡಳಿತ ಸೂಕ್ತ ಕ್ರಮ ಕೈಗೊಳ್ಳುವ ಭರವಸೆ ನೀಡಿದೆ.	[550, 1268, 640, 1435]
mbpatil-body-col	[246, 1170, 356, 1438]
lead-body	[204, 194, 342, 564]
court-body-col	[756, 1294, 924, 1438]
photo-person	[472, 1188, 506, 1264]
sidebar-item-body	[20, 522, 192, 762]
registration-marks	[92, 1444, 129, 1451]
talageri-body-col	[336, 894, 462, 1126]
shettar-body	[204, 620, 330, 860]
sidebar-item-body	[20, 208, 192, 448]
court-body	[650, 1196, 750, 1438]
talageri-body	[204, 894, 330, 1126]
thumbs-up-icon: ✋	[35, 116, 60, 140]
row-rule	[204, 866, 926, 867]
lead-text-continued: ಜಲಾಶಯದಲ್ಲಿ ಸದ್ಯ 9 ಟಿಎಂಸಿ ನೀರು ಸಂಗ್ರಹವಿದ್ದು, ಕುಡಿಯುವ ನೀರಿಗೆ ಮೀಸಲಿಡಲಾಗುವುದು. ತುಂಗಭದ್ರಾ ಜಲಾಶಯದ ನೂತನ ಕ್ರಸ್ಟ್ ಗೇಟ್ ಅಳವಡಿಕೆ ಕಾರ್ಯ ಪ್ರಗತಿಯಲ್ಲಿದೆ. ಇದಕ್ಕೆ ಕ್ರಸ್ಟ್ ಗೇಟ್‌ಗಳ ತಯಾರಿಕೆ ಪೂರ್ಣಗೊಂಡಿದ್ದು, ಒಟ್ಟು 1613 ಟನ್ ಉಕ್ಕು ಬಳಸಲಾಗಿದೆ. 1621.72 ಅಡಿ ನೀರಿನ ಮಟ್ಟದಲ್ಲಿ ಕಾಮಗಾರಿ ನಡೆಯಲಿದೆ ಎಂದರು. ಅಣೆಕಟ್ಟೆ ಸುರಕ್ಷತಾ ಸಮಿತಿ ಶಿಫಾರಸಿನಂತೆ ಕೆಲಸ ನಡೆಯುತ್ತಿದೆ.	[448, 468, 543, 552]
edition-day: ಭಾನುವಾರ	[820, 40, 855, 51]
dateline: ಕೊಪ್ಪಳ:	[204, 194, 222, 201]
mahamelava-body-col	[458, 1268, 544, 1438]
dateline: ವಿಜಯಪುರ:	[20, 826, 46, 833]
photo-microphone	[342, 662, 372, 672]
solar-side-text: ದೇಶ ಹೆಚ್ಚಿಸುತ್ತಿದೆ. ಕಲ್ಲಿದ್ದಲು ಮತ್ತು ನವೀಕರಿಸಬಹುದಾದ ಇಂಧನ ಕ್ಷೇತ್ರಗಳಲ್ಲಿ ಸಮತೋಲನ ಸಾಧಿಸಲಾಗುತ್ತಿದೆ ಎಂದರು.	[800, 162, 924, 178]
lead-accent-bar	[204, 104, 210, 186]
yatnal-headline: ಕಾಂಗ್ರೆಸ್‌ನಿಂದ ಕರ್ನಾಟಕ ಲೂಟಿ: ಯತ್ನಾಳ	[571, 875, 825, 897]
rayareddy-photo	[626, 614, 772, 714]
sidebar-divider	[20, 480, 192, 481]
solar-side-text: ಮುಂದಿನ ವರ್ಷದ ಶೃಂಗಸಭೆಯನ್ನು ಭಾರತ ಆಯೋಜಿಸಲಿದೆ. ಹಸಿರು ಹೈಡ್ರೋಜನ್ ಹಾಗೂ ಸೌರ ಪಾರ್ಕ್‌ಗಳ ಕುರಿತು ಚರ್ಚೆ ನಡೆಯಲಿದೆ. ನಾವೀನ್ಯತೆ ಮತ್ತು ಬಂಡವಾಳ ಹೂಡಿಕೆಗೆ ಆದ್ಯತೆ ನೀಡಲಾಗುವುದು.	[800, 179, 924, 221]
court-headline: ಮಹಿಳೆ ವರ್ತನೆಯಿಂದ ನ್ಯಾಯಾಲಯ ಸಿಬ್ಬಂದಿಗೆ ಕಿರಿಕಿರಿ	[660, 1151, 919, 1169]
yatnal-text: ಮುಖ್ಯಮಂತ್ರಿ ಸಿದ್ದರಾಮಯ್ಯ ಅವರು ಕುರ್ಚಿ ಉಳಿಸಿಕೊಳ್ಳಲು ಹೆಣಗಾಡುತ್ತಿದ್ದಾರೆ. ಕಾಂಗ್ರೆಸ್ ಸರ್ಕಾರ ರಾಜ್ಯವನ್ನು ಲೂಟಿ ಮಾಡುತ್ತಿದೆ ಎಂದು ಶಾಸಕ ಬಸನಗೌಡ ಪಾಟೀಲ ಯತ್ನಾಳ ಆರೋಪಿಸಿದರು. ನಗರದಲ್ಲಿ ಸುದ್ದಿಗಾರರೊಂದಿಗೆ ಮಾತನಾಡಿದ ಅವರು, ಡಿ.ಕೆ.ಶಿವಕುಮಾರ್ ಹಾಗೂ ಸಿದ್ದರಾಮಯ್ಯ ನಡುವೆ ಅಧಿಕಾರಕ್ಕಾಗಿ ಕಿತ್ತಾಟ ನಡೆಯುತ್ತಿದೆ. ಉಪಹಾರ ಕೂಟಗಳು ಕೇವಲ ನಾಟಕ. ರಾಜ್ಯದಲ್ಲಿ ಭ್ರಷ್ಟಾಚಾರ ಮಿತಿಮೀರಿದೆ. ಅಭಿವೃದ್ಧಿ ಕಾಮಗಾರಿಗಳಿಗೆ ಹಣವಿಲ್ಲ. ಗುತ್ತಿಗೆದಾರರ ಬಿಲ್ ಬಾಕಿ ಉಳಿದಿದೆ. ಉತ್ತರ ಕರ್ನಾಟಕದ ಬಗ್ಗೆ ಸರ್ಕಾರ ನಿರ್ಲಕ್ಷ್ಯ ತೋರುತ್ತಿದೆ. ಹಿಂದೂ ವಿರೋಧಿ ನೀತಿ ಅನುಸರಿಸಲಾಗುತ್ತಿದೆ. ವಕ್ಫ್ ಆಸ್ತಿ ವಿಚಾರದಲ್ಲಿ ರೈತರಿಗೆ ಅನ್ಯಾಯವಾಗಿದೆ. ಜನರು ಮುಂದಿನ ಚುನಾವಣೆಯಲ್ಲಿ ತಕ್ಕ ಪಾಠ ಕಲಿಸಲಿದ್ದಾರೆ. ನಮ್ಮ ಹೋರಾಟ ಮುಂದುವರಿಯಲಿದೆ ಎಂದು ಹೇಳಿದರು. ಪಕ್ಷದ ಮುಖಂಡರು ಉಪಸ್ಥಿತರಿದ್ದರು.	[470, 908, 618, 1008]
solar-headline: ಸೌರಶಕ್ತಿಗೆ 3ನೇ ಅತಿದೊಡ್ಡ ಕೊಡುಗೆದಾರ ಭಾರತ	[663, 103, 915, 150]
dateline: ವಿಜಯಪುರ:	[20, 1170, 46, 1177]
mahamelava-story	[366, 1148, 642, 1440]
shettar-body-col	[336, 704, 460, 860]
photo-microphone	[680, 960, 704, 969]
sidebar-item-headline: ಸಂವಿಧಾನವು ಬದುಕಿನ ದಿಕ್ಸೂಚಿ	[53, 487, 162, 500]
talageri-text: ಗೋ ಹತ್ಯೆ ನಿಷೇಧ ಕಾಯ್ದೆ ಹಿಂಪಡೆಯುವ ಸರ್ಕಾರದ ನಿರ್ಧಾರ ವಿರೋಧಿಸಿ ಡಿ.8 ಹಾಗೂ 9ರಂದು ರಾಜ್ಯಾದ್ಯಂತ ಪ್ರತಿಭಟನೆ ನಡೆಸಲಾಗುವುದು ಎಂದು ಶ್ರೀರಾಮ ಸೇನೆಯ ವಿನಾಯಕ ತಲಗೇರಿ ಹೇಳಿದರು. ನಗರದಲ್ಲಿ ಸುದ್ದಿಗೋಷ್ಠಿಯಲ್ಲಿ ಮಾತನಾಡಿದ ಅವರು, ಗೋವು ನಮ್ಮ ಸಂಸ್ಕೃತಿಯ ಪ್ರತೀಕ. ಕರ್ನಾಟಕ ಜಾನುವಾರು ಹತ್ಯೆ ಪ್ರತಿಬಂಧಕ ಮತ್ತು ಸಂರಕ್ಷಣಾ ಕಾಯ್ದೆ 2020 ಜಾರಿಯಲ್ಲಿದೆ. ಸರ್ಕಾರ ಈ ಕಾಯ್ದೆ ರದ್ದುಗೊಳಿಸಲು ಮುಂದಾಗಿರುವುದು ಖಂಡನೀಯ. ಬೆಳಗಾವಿ ಅಧಿವೇಶನದ ಸಂದರ್ಭದಲ್ಲಿ ಸುವರ್ಣಸೌಧ ಮುತ್ತಿಗೆ ಹಾಕಲಾಗುವುದು. ಹಿಂದೂ ಸಂಘಟನೆಗಳು ಒಗ್ಗಟ್ಟಾಗಿ ಹೋರಾಟ ನಡೆಸಲಿವೆ. ಸರ್ಕಾರ ತಕ್ಷಣ ತನ್ನ ನಿರ್ಧಾರ ಹಿಂಪಡೆಯಬೇಕು. ಗೋಶಾಲೆಗಳಿಗೆ ಅನುದಾನ ನೀಡಬೇಕು ಎಂದು ಆಗ್ರಹಿಸಿದರು. ಸಂಘಟನೆಯ ಪದಾಧಿಕಾರಿಗಳು ಉಪಸ್ಥಿತರಿದ್ದರು.	[336, 894, 462, 994]
lead-story	[204, 98, 646, 568]
portrait-body	[783, 313, 837, 342]
edition-city: ಹುಬ್ಬಳ್ಳಿ	[842, 74, 864, 84]
photo-person	[816, 1228, 842, 1290]
dateline: ರಾಯಚೂರು:	[650, 1196, 678, 1203]
logo-emblem-icon	[38, 36, 60, 58]
sidebar-column-rule	[198, 98, 199, 1128]
photo-person	[589, 274, 633, 364]
lead-body-col	[349, 458, 442, 564]
solar-side-col	[800, 162, 924, 272]
mbpatil-accent-bar	[20, 1150, 25, 1166]
rayareddy-text: ರಾಜ್ಯ ಕಾಂಗ್ರೆಸ್‌ನಲ್ಲಿ ಮುಖ್ಯಮಂತ್ರಿ ಬದಲಾವಣೆ ಕುರಿತ ಯಾವುದೇ ಗೊಂದಲವಿಲ್ಲ. ಸಿದ್ದರಾಮಯ್ಯ ಅವರೇ ಐದು ವರ್ಷ ಪೂರ್ಣಾವಧಿ ಮುಖ್ಯಮಂತ್ರಿಯಾಗಿ ಮುಂದುವರಿಯಲಿದ್ದಾರೆ ಎಂದು ಮುಖ್ಯಮಂತ್ರಿಗಳ ಆರ್ಥಿಕ ಸಲಹೆಗಾರ ಬಸವರಾಜ ರಾಯರೆಡ್ಡಿ ಹೇಳಿದರು. ನಗರದಲ್ಲಿ ಸುದ್ದಿಗಾರರೊಂದಿಗೆ ಮಾತನಾಡಿದ ಅವರು, ಹೈಕಮಾಂಡ್ ನಿರ್ಧಾರವೇ ಅಂತಿಮ. ಪಕ್ಷದಲ್ಲಿ ಯಾವುದೇ ಬಣ ರಾಜಕೀಯ ಇಲ್ಲ. ಕಳೆದ 10-12 ದಿನಗಳಿಂದ ನಡೆಯುತ್ತಿರುವ ಚರ್ಚೆಗಳಿಗೆ ತೆರೆ ಬಿದ್ದಿದೆ. ಡಿ.ಕೆ.ಶಿವಕುಮಾರ್ ಅವರು ಕೂಡ ಪಕ್ಷದ ನಿಷ್ಠಾವಂತ ನಾಯಕರು. ಬಿಜೆಪಿ ಅನಗತ್ಯ ಗೊಂದಲ ಸೃಷ್ಟಿಸುತ್ತಿದೆ. ರಾಜ್ಯದಲ್ಲಿ ಗ್ಯಾರಂಟಿ ಯೋಜನೆಗಳು ಯಶಸ್ವಿಯಾಗಿ ಜಾರಿಯಲ್ಲಿವೆ. ಅಭಿವೃದ್ಧಿ ಕಾರ್ಯಗಳಿಗೆ ಅನುದಾನ ಕೊರತೆ ಇಲ್ಲ. ರೂ. 15,000 ಕೋಟಿ ಹೆಚ್ಚುವರಿ ಅನುದಾನ ನೀಡಲಾಗಿದೆ. ಮುಖ್ಯಮಂತ್ರಿ ಸ್ಥಾನಕ್ಕಾಗಿ ಯಾವುದೇ ಒಪ್ಪಂದ ಆಗಿಲ್ಲ. ಶಾಸಕರು ಹಾಗೂ ಕಾರ್ಯಕರ್ತರು ಒಗ್ಗಟ್ಟಾಗಿದ್ದಾರೆ ಎಂದು ಹೇಳಿದರು. ಕಾಂಗ್ರೆಸ್ ಮುಖಂಡರು ಉಪಸ್ಥಿತರಿದ್ದರು.	[470, 612, 618, 720]
yatnal-body-col	[626, 1010, 772, 1126]
dateline: ಹುಬ್ಬಳ್ಳಿ:	[204, 894, 222, 901]
section-separator	[204, 1136, 464, 1142]
solar-subhead: ಶುದ್ಧ ಇಂಧನದತ್ತ ಒಟ್ಟಾಗಿ ಪ್ರಗತಿ:	[850, 274, 924, 292]
sidebar-divider	[20, 788, 192, 789]
sidebar-item-headline: ಕಾಲೇಜು ಕಡೆಗೆ ವಿದ್ಯಾರ್ಥಿ ಓಡೋಡಿ ಬರುವಂತಾಗಲಿ	[43, 794, 169, 822]
logo-tagline: ರಾಷ್ಟ್ರ ದ್ಯೋತಕ ಪತ್ರಿಕೆ	[70, 60, 111, 67]
mahamelava-text: ಚಳಿಗಾಲದ ಅಧಿವೇಶನದ ಸಂದರ್ಭದಲ್ಲಿ ಎಂಇಎಸ್ ಹಮ್ಮಿಕೊಳ್ಳುವ ಮಹಾಮೇಳಾವ್‌ಗೆ ಅವಕಾಶ ನೀಡಬಾರದು ಎಂದು ಕನ್ನಡಪರ ಸಂಘಟನೆಗಳು ಆಗ್ರಹಿಸಿವೆ. ಈ ಕುರಿತು ಜಿಲ್ಲಾಧಿಕಾರಿಗಳಿಗೆ ಮನವಿ ಸಲ್ಲಿಸಿದ ಸಂಘಟನೆಗಳ ಮುಖಂಡರು, ಗಡಿ ವಿವಾದ ಸುಪ್ರೀಂ ಕೋರ್ಟ್‌ನಲ್ಲಿದೆ. ಎಂಇಎಸ್ ಪ್ರತಿವರ್ಷ ಅಧಿವೇಶನದ ಸಂದರ್ಭದಲ್ಲಿ ಶಾಂತಿ ಕದಡುವ ಕೆಲಸ ಮಾಡುತ್ತಿದೆ. ಕನ್ನಡಿಗರ ಭಾವನೆಗಳಿಗೆ ಧಕ್ಕೆ ತರುವ ಕಾರ್ಯಕ್ರಮಗಳಿಗೆ ಅನುಮತಿ ನೀಡಬಾರದು. ಮಹಾರಾಷ್ಟ್ರದ ನಾಯಕರು ಗಡಿ ಪ್ರವೇಶಿಸದಂತೆ ನಿರ್ಬಂಧ ಹೇರಬೇಕು. ಕನ್ನಡ ಶಾಲೆಗಳ ಅಭಿವೃದ್ಧಿಗೆ ಕ್ರಮ ಕೈಗೊಳ್ಳಬೇಕು. ನಾಡದ್ರೋಹಿ ಚಟುವಟಿಕೆಗಳನ್ನು ಹತ್ತಿಕ್ಕಬೇಕು. ಪೊಲೀಸ್ ಇಲಾಖೆ ಕಟ್ಟೆಚ್ಚರ ವಹಿಸಬೇಕು ಎಂದು ಆಗ್ರಹಿಸಿದರು. ಕರವೇ ಕಾರ್ಯಕರ್ತರು ಹಾಗೂ ವಿವಿಧ ಸಂಘಟನೆಗಳ ಪದಾಧಿಕಾರಿಗಳು ಉಪಸ್ಥಿತರಿದ್ದರು.	[458, 1268, 544, 1435]
edition-tab	[808, 38, 814, 72]
photo-microphone	[426, 666, 456, 676]
row-rule	[20, 1144, 926, 1145]
portrait-body	[139, 1235, 187, 1260]
photo-person	[598, 1190, 632, 1264]
rayareddy-body-col	[778, 612, 926, 860]
solar-side-col	[850, 274, 924, 342]
yatnal-text: ಮುಖ್ಯಮಂತ್ರಿ ಸಿದ್ದರಾಮಯ್ಯ ಅವರು ಕುರ್ಚಿ ಉಳಿಸಿಕೊಳ್ಳಲು ಹೆಣಗಾಡುತ್ತಿದ್ದಾರೆ. ಕಾಂಗ್ರೆಸ್ ಸರ್ಕಾರ ರಾಜ್ಯವನ್ನು ಲೂಟಿ ಮಾಡುತ್ತಿದೆ ಎಂದು ಶಾಸಕ ಬಸನಗೌಡ ಪಾಟೀಲ ಯತ್ನಾಳ ಆರೋಪಿಸಿದರು. ನಗರದಲ್ಲಿ ಸುದ್ದಿಗಾರರೊಂದಿಗೆ ಮಾತನಾಡಿದ ಅವರು, ಡಿ.ಕೆ.ಶಿವಕುಮಾರ್ ಹಾಗೂ ಸಿದ್ದರಾಮಯ್ಯ ನಡುವೆ ಅಧಿಕಾರಕ್ಕಾಗಿ ಕಿತ್ತಾಟ ನಡೆಯುತ್ತಿದೆ. ಉಪಹಾರ ಕೂಟಗಳು ಕೇವಲ ನಾಟಕ. ರಾಜ್ಯದಲ್ಲಿ ಭ್ರಷ್ಟಾಚಾರ ಮಿತಿಮೀರಿದೆ. ಅಭಿವೃದ್ಧಿ ಕಾಮಗಾರಿಗಳಿಗೆ ಹಣವಿಲ್ಲ. ಗುತ್ತಿಗೆದಾರರ ಬಿಲ್ ಬಾಕಿ ಉಳಿದಿದೆ. ಉತ್ತರ ಕರ್ನಾಟಕದ ಬಗ್ಗೆ ಸರ್ಕಾರ ನಿರ್ಲಕ್ಷ್ಯ ತೋರುತ್ತಿದೆ. ಹಿಂದೂ ವಿರೋಧಿ ನೀತಿ ಅನುಸರಿಸಲಾಗುತ್ತಿದೆ. ವಕ್ಫ್ ಆಸ್ತಿ ವಿಚಾರದಲ್ಲಿ ರೈತರಿಗೆ ಅನ್ಯಾಯವಾಗಿದೆ. ಜನರು ಮುಂದಿನ ಚುನಾವಣೆಯಲ್ಲಿ ತಕ್ಕ ಪಾಠ ಕಲಿಸಲಿದ್ದಾರೆ. ನಮ್ಮ ಹೋರಾಟ ಮುಂದುವರಿಯಲಿದೆ ಎಂದು ಹೇಳಿದರು. ಪಕ್ಷದ ಮುಖಂಡರು ಉಪಸ್ಥಿತರಿದ್ದರು.	[626, 1010, 772, 1110]
mbpatil-portrait	[132, 1198, 192, 1260]
shettar-story	[204, 574, 462, 864]
talageri-accent-bar	[204, 872, 209, 890]
mbpatil-story	[20, 1148, 358, 1440]
solar-side-text: ಒಟ್ಟಾರೆ ಶುದ್ಧ ಇಂಧನ ಉತ್ಪಾದನೆ 3.1 ಲಕ್ಷ ಕೋಟಿ ರೂ. ಹೂಡಿಕೆಯೊಂದಿಗೆ 1.6 ಲಕ್ಷ ಮನೆಗಳಲ್ಲಿ ಸೌರ ಚಾವಣಿ ಅಳವಡಿಸಲಾಗಿದೆ. 23,000ಕ್ಕೂ ಹೆಚ್ಚು ಗ್ರಾಮಗಳಿಗೆ ಸೌಲಭ್ಯ ಒದಗಿಸಲಾಗಿದೆ. 19,200ಕ್ಕೂ ಹೆಚ್ಚು ಕಟ್ಟಡಗಳಲ್ಲಿ ಅಳವಡಿಕೆ. 1.3 ಲಕ್ಷ ಉದ್ಯೋಗ ಸೃಷ್ಟಿ, 7-8 ವರ್ಷಗಳಲ್ಲಿ ದೊಡ್ಡ ಸಾಧನೆ ಮಾಡಲಾಗಿದೆ.	[800, 348, 924, 398]
court-text: ನಗರದ ನ್ಯಾಯಾಲಯದ ಆವರಣದಲ್ಲಿ ಮಹಿಳೆಯೊಬ್ಬರು ಅನುಚಿತವಾಗಿ ವರ್ತಿಸಿ ಸಿಬ್ಬಂದಿಗೆ ಕಿರಿಕಿರಿ ಉಂಟುಮಾಡಿದ ಘಟನೆ ನಡೆದಿದೆ. ನ್ಯಾಯಾಲಯದ ಆವರಣದಲ್ಲಿ ಮಹಿಳೆಯು ಜೋರಾಗಿ ಕೂಗಾಡುತ್ತಾ ನ್ಯಾಯಾಲಯದ ಕಲಾಪಕ್ಕೆ ಅಡ್ಡಿಪಡಿಸಿದರು. ಸಿಬ್ಬಂದಿ ಹಾಗೂ ವಕೀಲರು ಸಮಾಧಾನಪಡಿಸಲು ಯತ್ನಿಸಿದರೂ ಪ್ರಯೋಜನವಾಗಲಿಲ್ಲ. ಬಳಿಕ ಪೊಲೀಸರು ಸ್ಥಳಕ್ಕೆ ಆಗಮಿಸಿ ಮಹಿಳೆಯನ್ನು ವಶಕ್ಕೆ ಪಡೆದರು. ಕೌಟುಂಬಿಕ ಪ್ರಕರಣವೊಂದರ ವಿಚಾರಣೆಗೆ ಹಾಜರಾಗಿದ್ದ ಅವರು ತೀರ್ಪಿನ ಬಗ್ಗೆ ಅಸಮಾಧಾನ ವ್ಯಕ್ತಪಡಿಸಿದ್ದರು. ನ್ಯಾಯಾಲಯದ ಭದ್ರತೆ ಹೆಚ್ಚಿಸುವಂತೆ ವಕೀಲರ ಸಂಘ ಮನವಿ ಮಾಡಿದೆ. ನಗರ ಠಾಣೆಯಲ್ಲಿ ಪ್ರಕರಣ ದಾಖಲಾಗಿದೆ. ಪೊಲೀಸರು ತನಿಖೆ ಕೈಗೊಂಡಿದ್ದಾರೆ ಎಂದು ತಿಳಿಸಿದ್ದಾರೆ.	[756, 1294, 924, 1369]
yatnal-story	[470, 870, 926, 1132]
photo-person	[674, 626, 724, 714]
mahamelava-body-col	[550, 1268, 640, 1438]
yatnal-body	[470, 908, 618, 1126]
lead-photo	[349, 194, 644, 366]
column-rule	[362, 1148, 363, 1440]
headline-underline	[654, 156, 924, 157]
mbpatil-text: ಬೆಳಗಾವಿ ಅಧಿವೇಶನದಲ್ಲಿ ಉತ್ತರ ಕರ್ನಾಟಕದ ಸಮಸ್ಯೆಗಳ ಕುರಿತು ಸಮಗ್ರ ಚರ್ಚೆ ನಡೆಸಲು ಸರ್ಕಾರ ಬದ್ಧವಾಗಿದೆ ಎಂದು ಸಚಿವ ಎಂ.ಬಿ.ಪಾಟೀಲ ಹೇಳಿದರು. ನಗರದಲ್ಲಿ ಸುದ್ದಿಗಾರರೊಂದಿಗೆ ಮಾತನಾಡಿದ ಅವರು, ಕೃಷ್ಣಾ ಮೇಲ್ದಂಡೆ ಯೋಜನೆ, ನೀರಾವರಿ ಹಾಗೂ ಕೈಗಾರಿಕಾ ಅಭಿವೃದ್ಧಿ ಕುರಿತು ಚರ್ಚಿಸಲಾಗುವುದು. ಕೇಂದ್ರ ಸರ್ಕಾರ ರಾಜ್ಯಕ್ಕೆ ಅನುದಾನ ನೀಡುವಲ್ಲಿ ತಾರತಮ್ಯ ಮಾಡುತ್ತಿದೆ. ರೈತರ ಬೆಳೆಗಳಿಗೆ ಬೆಂಬಲ ಬೆಲೆ ನೀಡಲು ಕೇಂದ್ರ ಮುಂದಾಗಬೇಕು. ಕಬ್ಬು ಬೆಳೆಗಾರರ ಸಮಸ್ಯೆ ಬಗೆಹರಿಸಲು ಕ್ರಮ ಕೈಗೊಳ್ಳಲಾಗಿದೆ. ಮೆಕ್ಕೆಜೋಳ ಖರೀದಿ ಕೇಂದ್ರ ಆರಂಭಿಸಲಾಗುವುದು. ಆಲಮಟ್ಟಿ ಜಲಾಶಯದ ಎತ್ತರ ಹೆಚ್ಚಳಕ್ಕೆ ಅನುಮತಿ ಪಡೆಯಲು ಪ್ರಯತ್ನಿಸಲಾಗುವುದು. ಜಿಲ್ಲೆಯ ಅಭಿವೃದ್ಧಿಗೆ ವಿಶೇಷ ಆದ್ಯತೆ ನೀಡಲಾಗಿದೆ ಎಂದರು. ಡಿ.ಕೆ.ಶಿವಕುಮಾರ್ ಸಿಎಂ ಆಗುವ ಕುರಿತು ಹೈಕಮಾಂಡ್ ತೀರ್ಮಾನ ಕೈಗೊಳ್ಳಲಿದೆ. ಜಿಲ್ಲಾ ಉಸ್ತುವಾರಿ ಸಚಿವರು ಉಪಸ್ಥಿತರಿದ್ದರು.	[20, 1170, 128, 1304]
portrait-head	[795, 281, 825, 317]
mbpatil-body-col	[132, 1170, 240, 1196]
mbpatil-body	[20, 1170, 128, 1438]
mbpatil-headline: ಉತ್ತರ ಕರ್ನಾಟಕ ಸಮಸ್ಯೆಗಳ ಚರ್ಚೆಗೆ ಸರ್ಕಾರ ಬದ್ಧ: ಎಂಬಿಪಾ	[30, 1151, 249, 1164]
photo-person	[411, 264, 447, 324]
row-rule	[204, 570, 926, 571]
mahamelava-accent-bar	[366, 1150, 371, 1166]
section-separator	[650, 1136, 926, 1142]
photo-microphone	[726, 674, 754, 684]
registration-marks	[800, 1444, 837, 1451]
sidebar	[20, 98, 198, 1126]
